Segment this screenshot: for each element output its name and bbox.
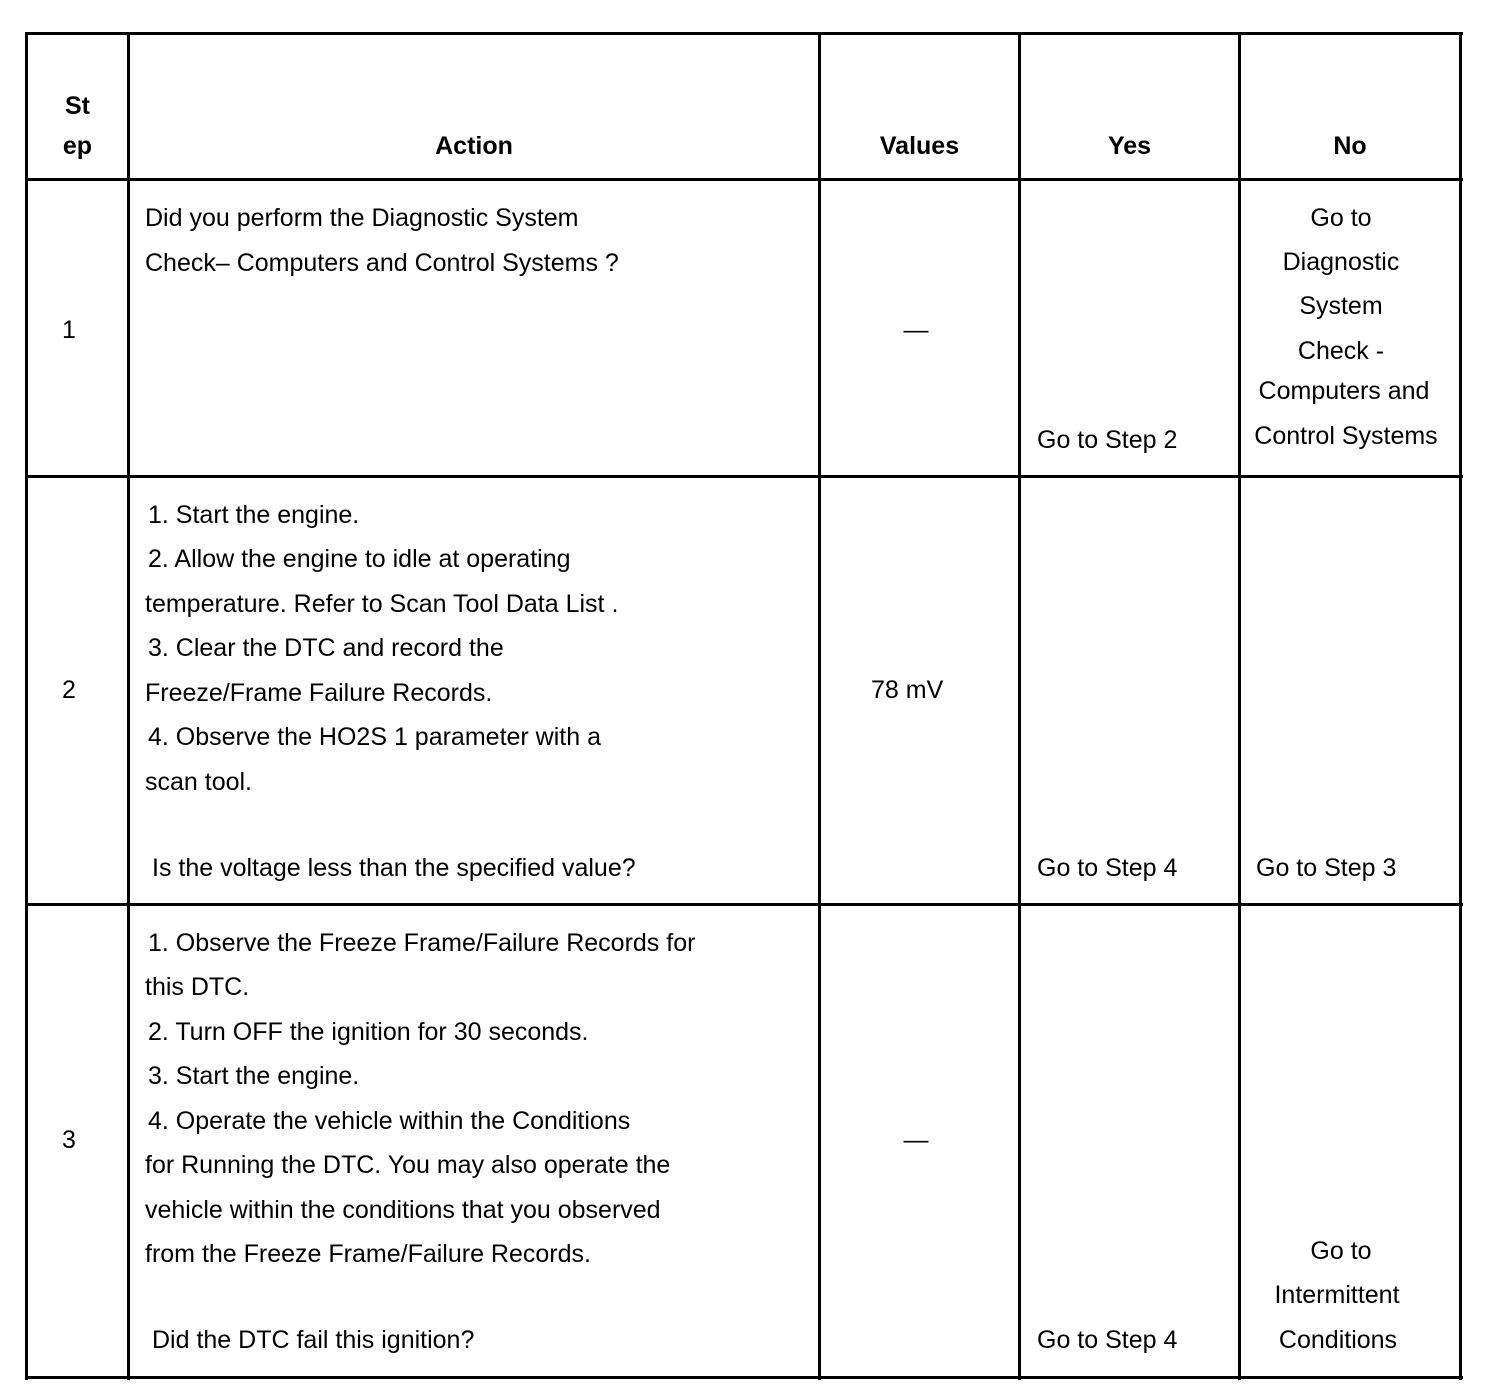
step-number: 2: [62, 676, 76, 704]
action-line: 3. Start the engine.: [148, 1062, 360, 1090]
yes-link[interactable]: Go to Step 4: [1037, 1326, 1178, 1354]
no-link-line[interactable]: Check -: [1297, 337, 1385, 365]
action-question: Did the DTC fail this ignition?: [152, 1326, 475, 1354]
no-link-line[interactable]: System: [1299, 292, 1383, 320]
action-line: 1. Observe the Freeze Frame/Failure Records for: [148, 929, 696, 957]
value-cell: —: [903, 316, 929, 344]
action-line: 2. Turn OFF the ignition for 30 seconds.: [148, 1018, 589, 1046]
no-link[interactable]: Go to Step 3: [1256, 854, 1397, 882]
action-line: this DTC.: [145, 973, 250, 1001]
header-step-line2: ep: [62, 132, 93, 160]
table-border-top: [25, 32, 1463, 35]
action-line: Check– Computers and Control Systems ?: [145, 249, 619, 277]
action-line: Freeze/Frame Failure Records.: [145, 679, 493, 707]
value-cell: 78 mV: [871, 676, 944, 704]
no-link-line[interactable]: Intermittent: [1274, 1281, 1400, 1309]
action-line: 4. Observe the HO2S 1 parameter with a: [148, 723, 601, 751]
no-link-line[interactable]: Go to: [1310, 204, 1372, 232]
no-link-line[interactable]: Diagnostic: [1282, 248, 1400, 276]
yes-link[interactable]: Go to Step 2: [1037, 426, 1178, 454]
action-line: for Running the DTC. You may also operate the: [145, 1151, 671, 1179]
no-link-line[interactable]: Conditions: [1278, 1326, 1398, 1354]
no-link-line[interactable]: Control Systems: [1254, 422, 1438, 450]
action-line: vehicle within the conditions that you observed: [145, 1196, 661, 1224]
action-line: 4. Operate the vehicle within the Conditions: [148, 1107, 631, 1135]
action-line: from the Freeze Frame/Failure Records.: [145, 1240, 591, 1268]
action-line: 2. Allow the engine to idle at operating: [148, 545, 571, 573]
row-divider-2: [25, 903, 1463, 906]
table-border-left: [25, 32, 28, 1380]
row-divider-1: [25, 475, 1463, 478]
action-line: Did you perform the Diagnostic System: [145, 204, 579, 232]
no-link-line[interactable]: Computers and: [1258, 377, 1430, 405]
header-values: Values: [879, 132, 960, 160]
step-number: 3: [62, 1126, 76, 1154]
action-line: scan tool.: [145, 768, 253, 796]
step-number: 1: [62, 316, 76, 344]
header-divider: [25, 178, 1463, 181]
no-link-line[interactable]: Go to: [1310, 1237, 1372, 1265]
header-yes: Yes: [1107, 132, 1152, 160]
yes-link[interactable]: Go to Step 4: [1037, 854, 1178, 882]
action-question: Is the voltage less than the specified value?: [152, 854, 636, 882]
column-divider-action: [818, 32, 821, 1380]
table-border-right: [1459, 32, 1462, 1380]
action-line: 3. Clear the DTC and record the: [148, 634, 504, 662]
value-cell: —: [903, 1126, 929, 1154]
action-line: temperature. Refer to Scan Tool Data List .: [145, 590, 619, 618]
column-divider-step: [127, 32, 130, 1380]
header-no: No: [1333, 132, 1367, 160]
header-step-line1: St: [65, 92, 90, 120]
column-divider-values: [1018, 32, 1021, 1380]
column-divider-yes: [1238, 32, 1241, 1380]
table-border-bottom: [25, 1376, 1463, 1379]
header-action: Action: [435, 132, 513, 160]
action-line: 1. Start the engine.: [148, 501, 360, 529]
